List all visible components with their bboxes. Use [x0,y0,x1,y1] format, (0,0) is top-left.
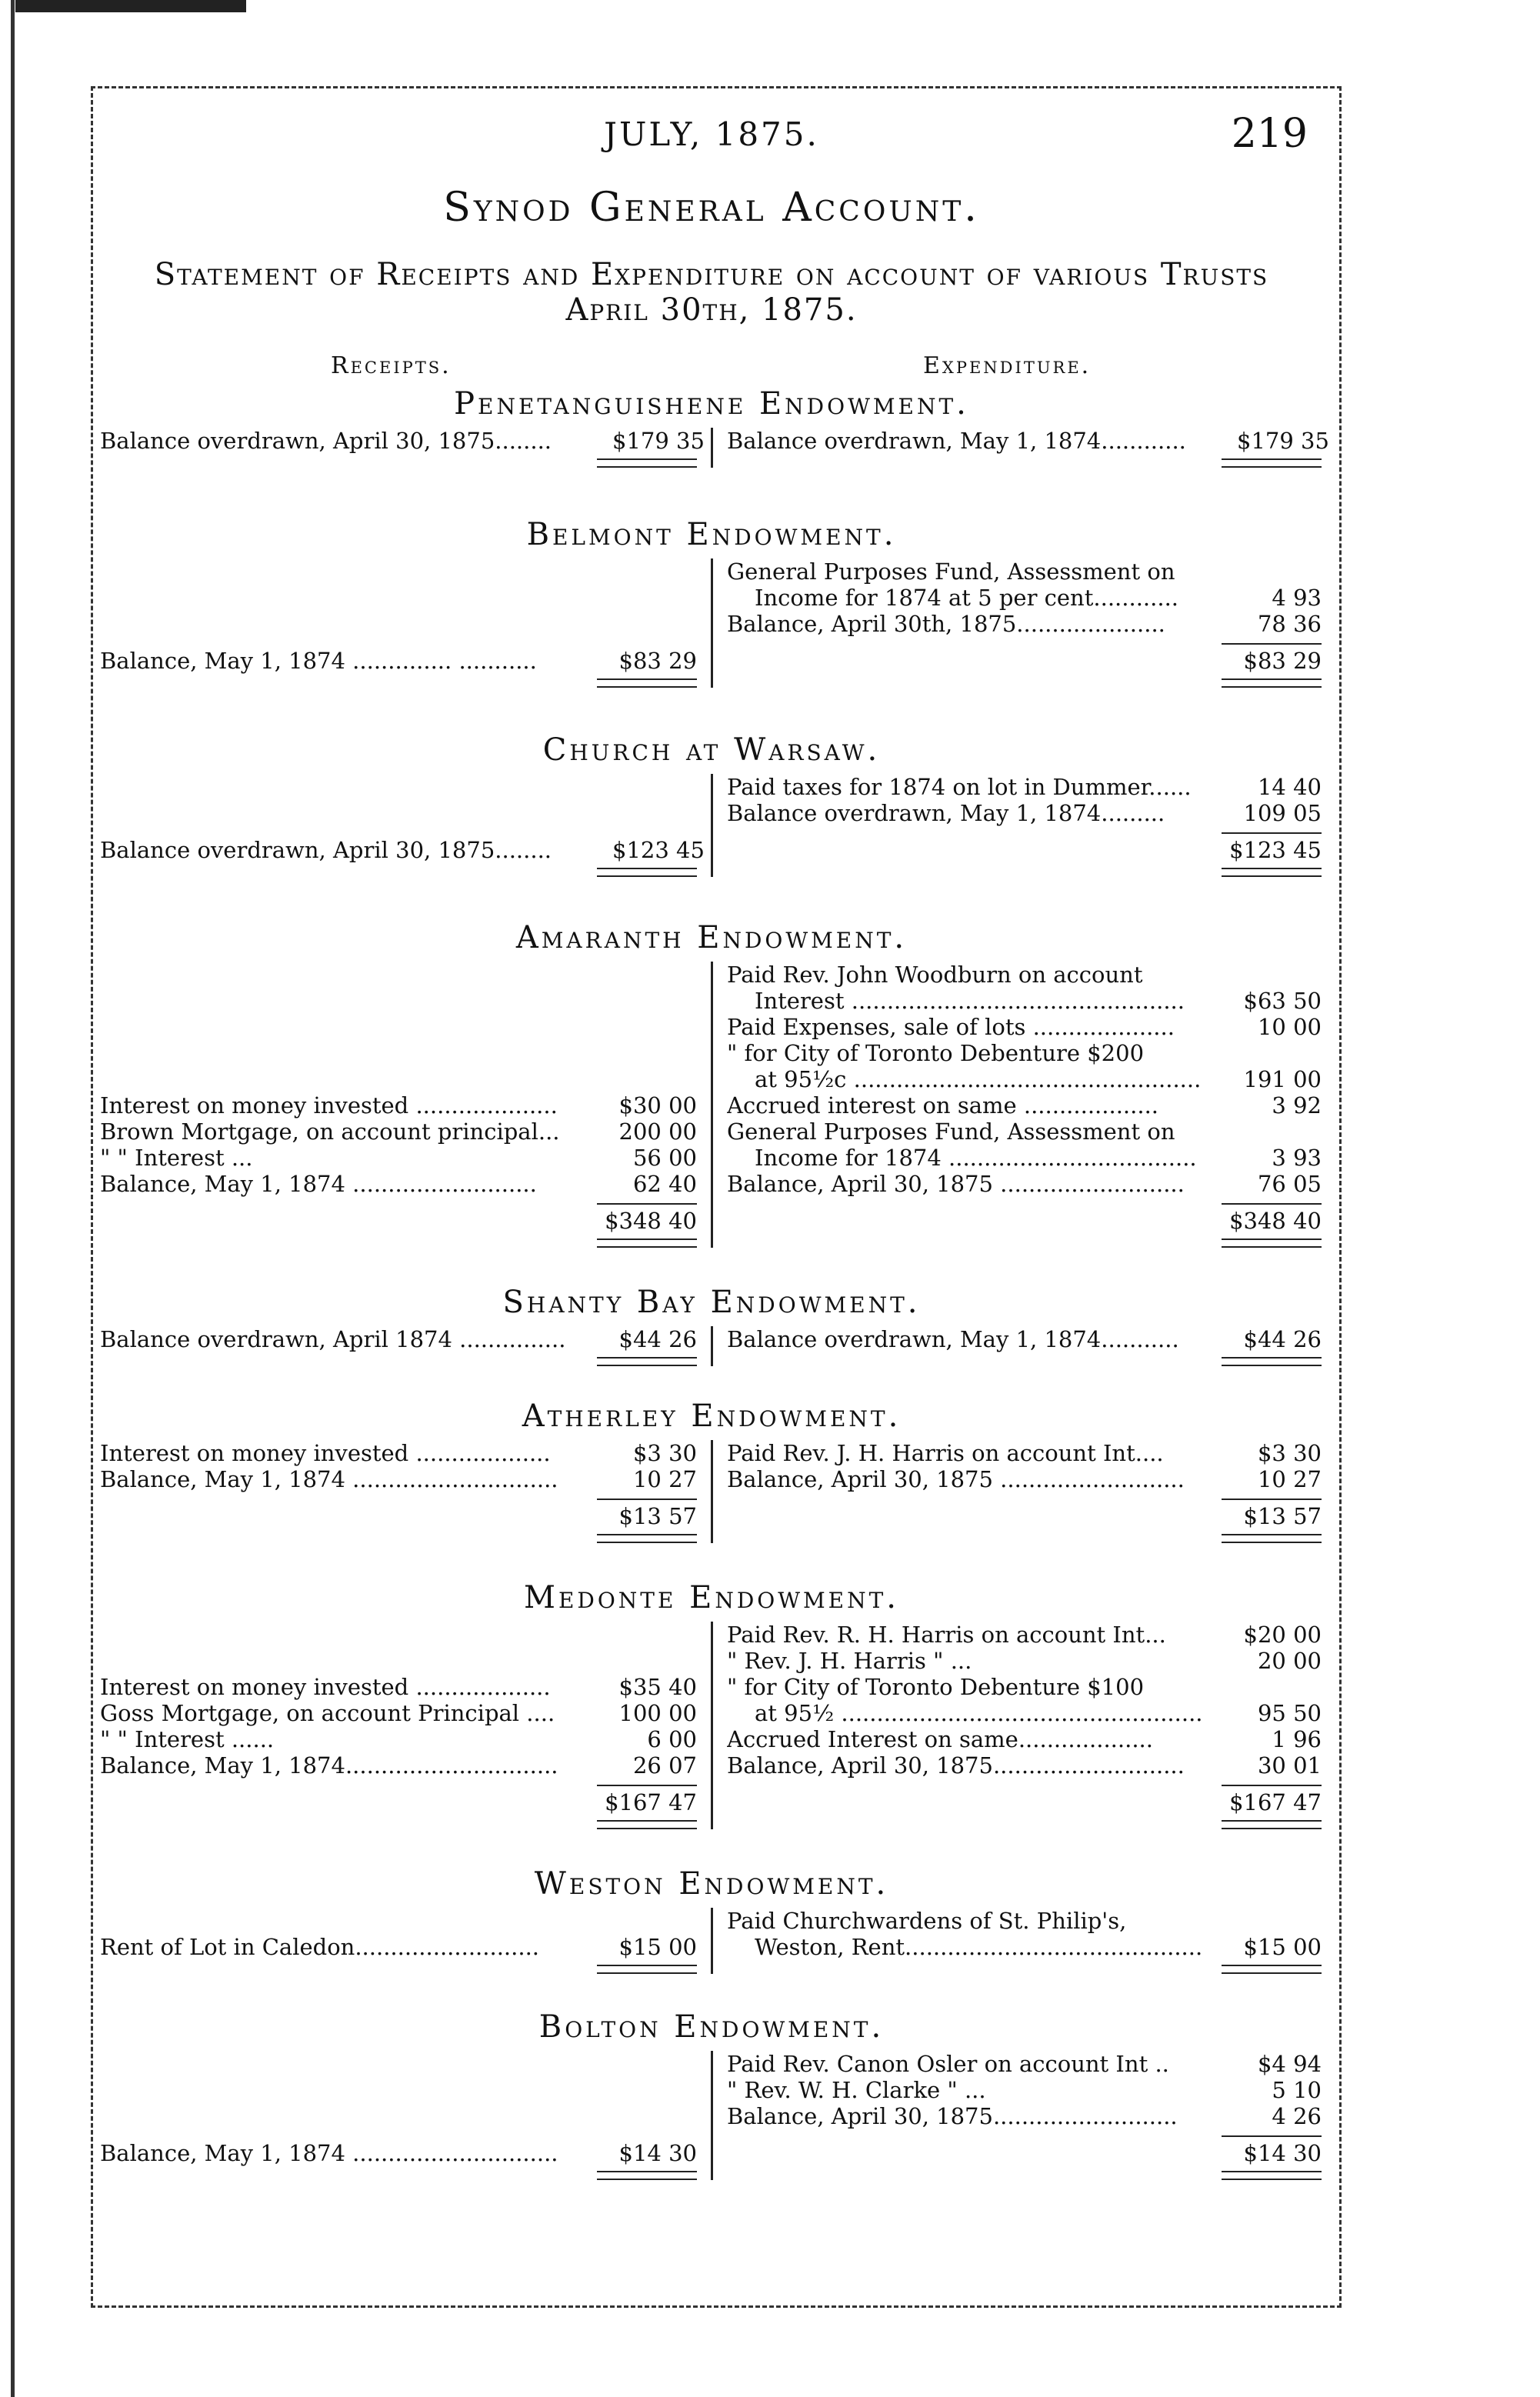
ledger-line [100,1466,697,1492]
running-head-date: JULY, 1875. [604,115,819,153]
ledger-section-bolton [100,2008,1323,2180]
double-rule-line [1222,1239,1322,1248]
line-description: Rent of Lot in Caledon.......................... [100,1934,540,1960]
line-amount: 4 26 [1272,2103,1322,2129]
ledger-line [100,428,705,454]
expenditure-column [711,962,1322,1248]
section-title: Belmont Endowment. [526,517,897,552]
double-rule-line [1222,678,1322,688]
line-amount: $179 35 [612,428,705,454]
receipts-column [100,962,711,1248]
expenditure-column [711,1908,1322,1974]
section-columns [100,1440,1323,1543]
receipts-column [100,1326,711,1366]
section-total [727,1499,1322,1529]
line-description: " " Interest ...... [100,1726,275,1752]
ledger-line [100,1752,697,1779]
section-total [100,1499,697,1529]
section-columns [100,1622,1323,1829]
line-description: " for City of Toronto Debenture $200 [727,1040,1145,1066]
receipts-column [100,1908,711,1974]
section-total [727,1785,1322,1815]
total-amount: $14 30 [1222,2135,1322,2166]
line-description: Accrued interest on same ................... [727,1092,1159,1118]
expenditure-column [711,558,1322,688]
receipts-column [100,1440,711,1543]
double-rule [727,1239,1322,1248]
double-rule [727,1357,1322,1366]
line-amount: 26 07 [632,1752,697,1779]
expenditure-column [711,1326,1322,1366]
ledger-line [727,2077,1322,2103]
line-amount: $30 00 [618,1092,697,1118]
ledger-line [100,648,697,674]
section-title: Weston Endowment. [534,1866,889,1902]
ledger-line [100,1674,697,1700]
page-number: 219 [1231,111,1308,157]
line-amount: $35 40 [618,1674,697,1700]
total-amount: $83 29 [1222,643,1322,674]
section-total [727,2135,1322,2166]
double-rule [727,458,1322,468]
receipts-column [100,558,711,688]
ledger-line [727,1040,1322,1066]
line-amount: 62 40 [632,1171,697,1197]
section-total [727,643,1322,674]
line-amount: 109 05 [1243,800,1322,826]
line-description: Interest on money invested .................... [100,1092,558,1118]
double-rule-line [597,1820,697,1829]
double-rule [100,1820,697,1829]
line-description: Balance, April 30, 1875 .......................... [727,1171,1185,1197]
line-description: General Purposes Fund, Assessment on [727,1118,1175,1145]
total-amount: $348 40 [1222,1203,1322,1234]
line-description: Balance, April 30, 1875........................... [727,1752,1185,1779]
double-rule-line [1222,1534,1322,1543]
total-amount: $348 40 [597,1203,697,1234]
expenditure-column [711,774,1322,877]
double-rule-line [597,1534,697,1543]
expenditure-column [711,1622,1322,1829]
ledger-line [100,837,705,863]
line-amount: 3 92 [1272,1092,1322,1118]
section-title: Atherley Endowment. [522,1399,902,1434]
line-amount: 4 93 [1272,585,1322,611]
column-headers [100,345,1323,385]
line-description: Interest on money invested ................... [100,1440,551,1466]
ledger-line [100,1700,697,1726]
subtitle-line: Statement of Receipts and Expenditure on account of various Trusts [154,257,1269,292]
line-amount: 10 27 [632,1466,697,1492]
line-description: Interest ............................................... [755,988,1185,1014]
double-rule-line [1222,1965,1322,1974]
ledger-line [100,1440,697,1466]
section-title: Amaranth Endowment. [515,920,908,955]
section-title: Shanty Bay Endowment. [502,1285,921,1320]
line-description: Balance overdrawn, May 1, 1874........... [727,1326,1179,1352]
total-amount: $123 45 [1222,832,1322,863]
line-description: Balance overdrawn, April 30, 1875........ [100,428,552,454]
ledger-line [727,428,1329,454]
line-description: Balance overdrawn, April 30, 1875........ [100,837,552,863]
ledger-line [727,585,1322,611]
ledger-line [100,1726,697,1752]
line-amount: $15 00 [1243,1934,1322,1960]
ledger-page [100,111,1329,2180]
ledger-line [100,1092,697,1118]
line-amount: 5 10 [1272,2077,1322,2103]
ledger-line [727,611,1322,637]
line-amount: 95 50 [1257,1700,1322,1726]
line-description: Paid Rev. J. H. Harris on account Int.... [727,1440,1164,1466]
total-amount: $167 47 [1222,1785,1322,1815]
ledger-line [727,1466,1322,1492]
line-amount: 78 36 [1257,611,1322,637]
double-rule [100,1534,697,1543]
line-description: Balance, April 30th, 1875..................... [727,611,1165,637]
section-total [100,1203,697,1234]
ledger-section-penetanguishene [100,385,1329,468]
section-columns [100,962,1323,1248]
line-amount: $44 26 [618,1326,697,1352]
double-rule-line [597,1965,697,1974]
ledger-line [727,1145,1322,1171]
ledger-line [100,1934,697,1960]
line-amount: $123 45 [612,837,705,863]
line-description: " Rev. W. H. Clarke " ... [727,2077,986,2103]
running-header [100,111,1323,185]
double-rule-line [597,2171,697,2180]
double-rule [100,678,697,688]
ledger-line [727,988,1322,1014]
line-description: Interest on money invested ................... [100,1674,551,1700]
ledger-line [727,800,1322,826]
line-description: " " Interest ... [100,1145,253,1171]
double-rule-line [1222,458,1322,468]
section-columns [100,558,1323,688]
line-description: Paid taxes for 1874 on lot in Dummer...... [727,774,1192,800]
line-description: " Rev. J. H. Harris " ... [727,1648,972,1674]
ledger-line [727,2051,1322,2077]
line-description: Paid Rev. John Woodburn on account [727,962,1143,988]
section-title: Bolton Endowment. [538,2009,885,2045]
line-amount: $179 35 [1237,428,1329,454]
ledger-section-warsaw [100,731,1323,877]
ledger-line [727,1440,1322,1466]
double-rule [100,2171,697,2180]
ledger-line [727,1066,1322,1092]
line-description: Paid Expenses, sale of lots .................... [727,1014,1175,1040]
double-rule [727,1534,1322,1543]
line-description: Paid Rev. R. H. Harris on account Int... [727,1622,1166,1648]
ledger-line [727,1752,1322,1779]
double-rule [727,678,1322,688]
line-description: at 95½c ................................................. [755,1066,1202,1092]
ledger-section-amaranth [100,918,1323,1248]
line-description: Balance overdrawn, April 1874 ............... [100,1326,566,1352]
total-amount: $167 47 [597,1785,697,1815]
line-description: Balance, May 1, 1874.............................. [100,1752,558,1779]
statement-subtitle [100,257,1323,328]
section-columns [100,1326,1323,1366]
line-amount: 14 40 [1257,774,1322,800]
receipts-header: Receipts. [331,352,452,379]
line-amount: 3 93 [1272,1145,1322,1171]
double-rule [100,1357,697,1366]
expenditure-header: Expenditure. [923,352,1092,379]
page-title: Synod General Account. [443,185,980,231]
double-rule [100,1965,697,1974]
ledger-line [100,2140,697,2166]
line-description: Income for 1874 ................................... [755,1145,1197,1171]
line-amount: $3 30 [632,1440,697,1466]
ledger-line [727,1326,1322,1352]
line-description: Brown Mortgage, on account principal... [100,1118,560,1145]
line-description: Balance, May 1, 1874 ............................. [100,2140,558,2166]
line-amount: $63 50 [1243,988,1322,1014]
endowment-sections [100,385,1329,2180]
ledger-line [727,1118,1322,1145]
double-rule [727,1965,1322,1974]
section-columns [100,428,1329,468]
line-amount: 10 27 [1257,1466,1322,1492]
double-rule-line [597,458,697,468]
double-rule-line [1222,1820,1322,1829]
ledger-line [727,1934,1322,1960]
double-rule-line [597,1357,697,1366]
line-amount: 20 00 [1257,1648,1322,1674]
line-amount: 200 00 [618,1118,697,1145]
line-description: Balance, May 1, 1874 ............................. [100,1466,558,1492]
line-description: Balance overdrawn, May 1, 1874............ [727,428,1186,454]
ledger-section-medonte [100,1579,1323,1829]
double-rule [100,868,697,877]
line-amount: $20 00 [1243,1622,1322,1648]
double-rule [100,458,697,468]
line-description: Balance, May 1, 1874 .............. ........... [100,648,537,674]
section-total [727,1203,1322,1234]
double-rule-line [1222,868,1322,877]
subtitle-date: April 30th, 1875. [565,292,858,328]
ledger-line [727,1908,1322,1934]
double-rule-line [597,1239,697,1248]
section-columns [100,774,1323,877]
double-rule-line [597,678,697,688]
ledger-line [727,1726,1322,1752]
ledger-section-weston [100,1865,1323,1974]
line-description: Income for 1874 at 5 per cent............ [755,585,1178,611]
expenditure-column [711,428,1329,468]
line-description: at 95½ ................................................... [755,1700,1203,1726]
double-rule [727,868,1322,877]
ledger-line [100,1326,697,1352]
line-amount: $3 30 [1257,1440,1322,1466]
line-description: Balance, May 1, 1874 .......................... [100,1171,537,1197]
ledger-line [727,2103,1322,2129]
line-amount: 76 05 [1257,1171,1322,1197]
line-description: Balance overdrawn, May 1, 1874......... [727,800,1165,826]
ledger-line [727,1171,1322,1197]
section-total [100,1785,697,1815]
line-description: Balance, April 30, 1875.......................... [727,2103,1178,2129]
ledger-line [100,1145,697,1171]
line-description: Balance, April 30, 1875 .......................... [727,1466,1185,1492]
line-description: Goss Mortgage, on account Principal .... [100,1700,555,1726]
ledger-line [100,1171,697,1197]
section-columns [100,1908,1323,1974]
section-title: Medonte Endowment. [523,1580,899,1615]
ledger-line [727,558,1322,585]
line-amount: 10 00 [1257,1014,1322,1040]
line-amount: $44 26 [1243,1326,1322,1352]
section-columns [100,2051,1323,2180]
line-amount: $15 00 [618,1934,697,1960]
ledger-line [727,1622,1322,1648]
ledger-line [100,1118,697,1145]
expenditure-column [711,1440,1322,1543]
line-amount: $14 30 [618,2140,697,2166]
total-amount: $13 57 [1222,1499,1322,1529]
line-description: Paid Churchwardens of St. Philip's, [727,1908,1127,1934]
expenditure-column [711,2051,1322,2180]
double-rule-line [1222,1357,1322,1366]
scan-edge-mark [11,0,15,2397]
ledger-line [727,774,1322,800]
double-rule [100,1239,697,1248]
line-description: Paid Rev. Canon Osler on account Int .. [727,2051,1169,2077]
line-amount: 6 00 [647,1726,697,1752]
line-amount: 191 00 [1243,1066,1322,1092]
line-description: General Purposes Fund, Assessment on [727,558,1175,585]
ledger-line [727,1700,1322,1726]
line-amount: $4 94 [1257,2051,1322,2077]
double-rule-line [1222,2171,1322,2180]
line-amount: 1 96 [1272,1726,1322,1752]
line-amount: 56 00 [632,1145,697,1171]
double-rule [727,2171,1322,2180]
scan-edge-mark [15,0,246,12]
ledger-section-belmont [100,515,1323,688]
receipts-column [100,774,711,877]
receipts-column [100,1622,711,1829]
ledger-line [727,1674,1322,1700]
line-description: Accrued Interest on same................... [727,1726,1153,1752]
total-amount: $13 57 [597,1499,697,1529]
section-title: Church at Warsaw. [542,732,881,768]
double-rule-line [597,868,697,877]
line-description: Weston, Rent.......................................... [755,1934,1203,1960]
ledger-section-atherley [100,1397,1323,1543]
line-description: " for City of Toronto Debenture $100 [727,1674,1145,1700]
ledger-section-shanty-bay [100,1283,1323,1366]
ledger-line [727,1648,1322,1674]
ledger-line [727,1014,1322,1040]
receipts-column [100,2051,711,2180]
section-total [727,832,1322,863]
section-title: Penetanguishene Endowment. [454,386,969,422]
double-rule [727,1820,1322,1829]
line-amount: $83 29 [618,648,697,674]
receipts-column [100,428,711,468]
line-amount: 100 00 [618,1700,697,1726]
ledger-line [727,1092,1322,1118]
line-amount: 30 01 [1257,1752,1322,1779]
ledger-line [727,962,1322,988]
